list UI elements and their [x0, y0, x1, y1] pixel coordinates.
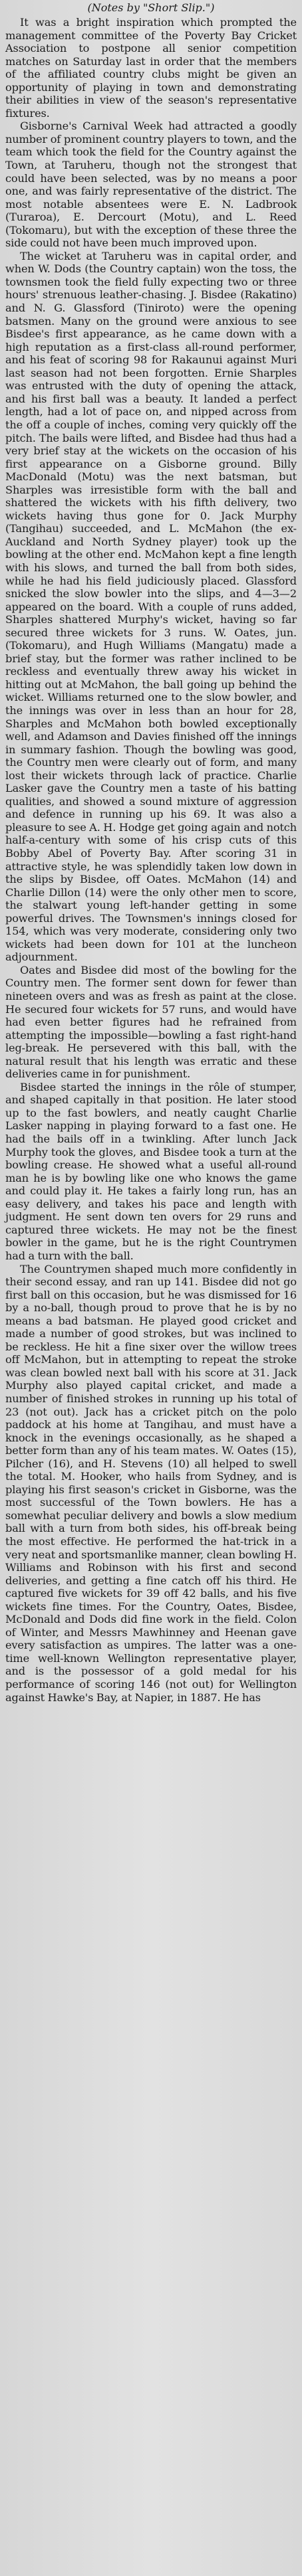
article-paragraph-6: The Countrymen shaped much more confidently in their second essay, and ran up 141. Bisdee did not go first ball on this occasion, but he was dismissed for 16 by a no-ball, though proud to prove that he is by no means a bad batsman. He played good cricket and made a number of good strokes, but was inclined to be reckless. He hit a fine sixer over the willow trees off McMahon, but in attempting to repeat the stroke was clean bowled next ball with his score at 31. Jack Murphy also played capital cricket, and made a number of finished strokes in running up his total of 23 (not out). Jack has a cricket pitch on the polo paddock at his home at Tangihau, and must have a knock in the evenings occasionally, as he shaped a better form than any of his team mates. W. Oates (15), Pilcher (16), and H. Stevens (10) all helped to swell the total. M. Hooker, who hails from Sydney, and is playing his first season's cricket in Gisborne, was the most successful of the Town bowlers. He has a somewhat peculiar delivery and bowls a slow medium ball with a turn from both sides, his off-break being the most effective. He performed the hat-trick in a very neat and sportsmanlike manner, clean bowling H. Williams and Robinson with his first and second deliveries, and getting a fine catch off his third. He captured five wickets for 39 off 42 balls, and his five wickets fine times. For the Country, Oates, Bisdee, McDonald and Dods did fine work in the field. Colon of Winter, and Messrs Mawhinney and Heenan gave every satisfaction as umpires. The latter was a one-time well-known Wellington representative player, and is the possessor of a gold medal for his performance of scoring 146 (not out) for Wellington against Hawke's Bay, at Napier, in 1887. He has	[5, 1262, 297, 1704]
article-paragraph-3: The wicket at Taruheru was in capital order, and when W. Dods (the Country captain) won the toss, the townsmen took the field fully expecting two or three hours' strenuous leather-chasing. J. Bisdee (Rakatino) and N. G. Glassford (Tiniroto) were the opening batsmen. Many on the ground were anxious to see Bisdee's first appearance, as he came down with a high reputation as a first-class all-round performer, and his feat of scoring 98 for Rakaunui against Muri last season had not been forgotten. Ernie Sharples was entrusted with the duty of opening the attack, and his first ball was a beauty. It landed a perfect length, had a lot of pace on, and nipped across from the off a couple of inches, coming very quickly off the pitch. The bails were lifted, and Bisdee had thus had a very brief stay at the wickets on the occasion of his first appearance on a Gisborne ground. Billy MacDonald (Motu) was the next batsman, but Sharples was irresistible form with the ball and shattered the wickets with his fifth delivery, two wickets having thus gone for 0. Jack Murphy (Tangihau) succeeded, and L. McMahon (the ex-Auckland and North Sydney player) took up the bowling at the other end. McMahon kept a fine length with his slows, and turned the ball from both sides, while he had his field judiciously placed. Glassford snicked the slow bowler into the slips, and 4—3—2 appeared on the board. With a couple of runs added, Sharples shattered Murphy's wicket, having so far secured three wickets for 3 runs. W. Oates, jun. (Tokomaru), and Hugh Williams (Mangatu) made a brief stay, but the former was rather inclined to be reckless and eventually threw away his wicket in hitting out at McMahon, the ball going up behind the wicket. Williams returned one to the slow bowler, and the innings was over in less than an hour for 28, Sharples and McMahon both bowled exceptionally well, and Adamson and Davies finished off the innings in summary fashion. Though the bowling was good, the Country men were clearly out of form, and many lost their wickets through lack of practice. Charlie Lasker gave the Country men a taste of his batting qualities, and showed a sound mixture of aggression and defence in running up his 69. It was also a pleasure to see A. H. Hodge get going again and notch half-a-century with some of his crisp cuts of this Bobby Abel of Poverty Bay. After scoring 31 in attractive style, he was splendidly taken low down in the slips by Bisdee, off Oates. McMahon (14) and Charlie Dillon (14) were the only other men to score, the stalwart young left-hander getting in some powerful drives. The Townsmen's innings closed for 154, which was very moderate, considering only two wickets had been down for 101 at the luncheon adjournment.	[5, 249, 297, 964]
article-paragraph-2: Gisborne's Carnival Week had attracted a goodly number of prominent country players to town, and the team which took the field for the Country against the Town, at Taruheru, though not the strongest that could have been selected, was by no means a poor one, and was fairly representative of the district. The most notable absentees were E. N. Ladbrook (Turaroa), E. Dercourt (Motu), and L. Reed (Tokomaru), but with the exception of these three the side could not have been much improved upon.	[5, 120, 297, 250]
article-paragraph-1: It was a bright inspiration which prompted the management committee of the Poverty Bay Cricket Association to postpone all senior competition matches on Saturday last in order that the members of the affiliated country clubs might be given an opportunity of playing in town and demonstrating their abilities in view of the season's representative fixtures.	[5, 16, 297, 120]
article-paragraph-5: Bisdee started the innings in the rôle of stumper, and shaped capitally in that position. He later stood up to the fast bowlers, and neatly caught Charlie Lasker napping in playing forward to a fast one. He had the bails off in a twinkling. After lunch Jack Murphy took the gloves, and Bisdee took a turn at the bowling crease. He showed what a useful all-round man he is by bowling like one who knows the game and could play it. He takes a fairly long run, has an easy delivery, and takes his pace and length with judgment. He sent down ten overs for 29 runs and captured three wickets. He may not be the finest bowler in the game, but he is the right Countrymen had a turn with the ball.	[5, 1080, 297, 1262]
article-paragraph-4: Oates and Bisdee did most of the bowling for the Country men. The former sent down for fewer than nineteen overs and was as fresh as paint at the close. He secured four wickets for 57 runs, and would have had even better figures had he refrained from attempting the impossible—bowling a fast right-hand leg-break. He persevered with this ball, with the natural result that his length was erratic and these deliveries came in for punishment.	[5, 963, 297, 1081]
article-byline: (Notes by "Short Slip.")	[87, 1, 215, 14]
